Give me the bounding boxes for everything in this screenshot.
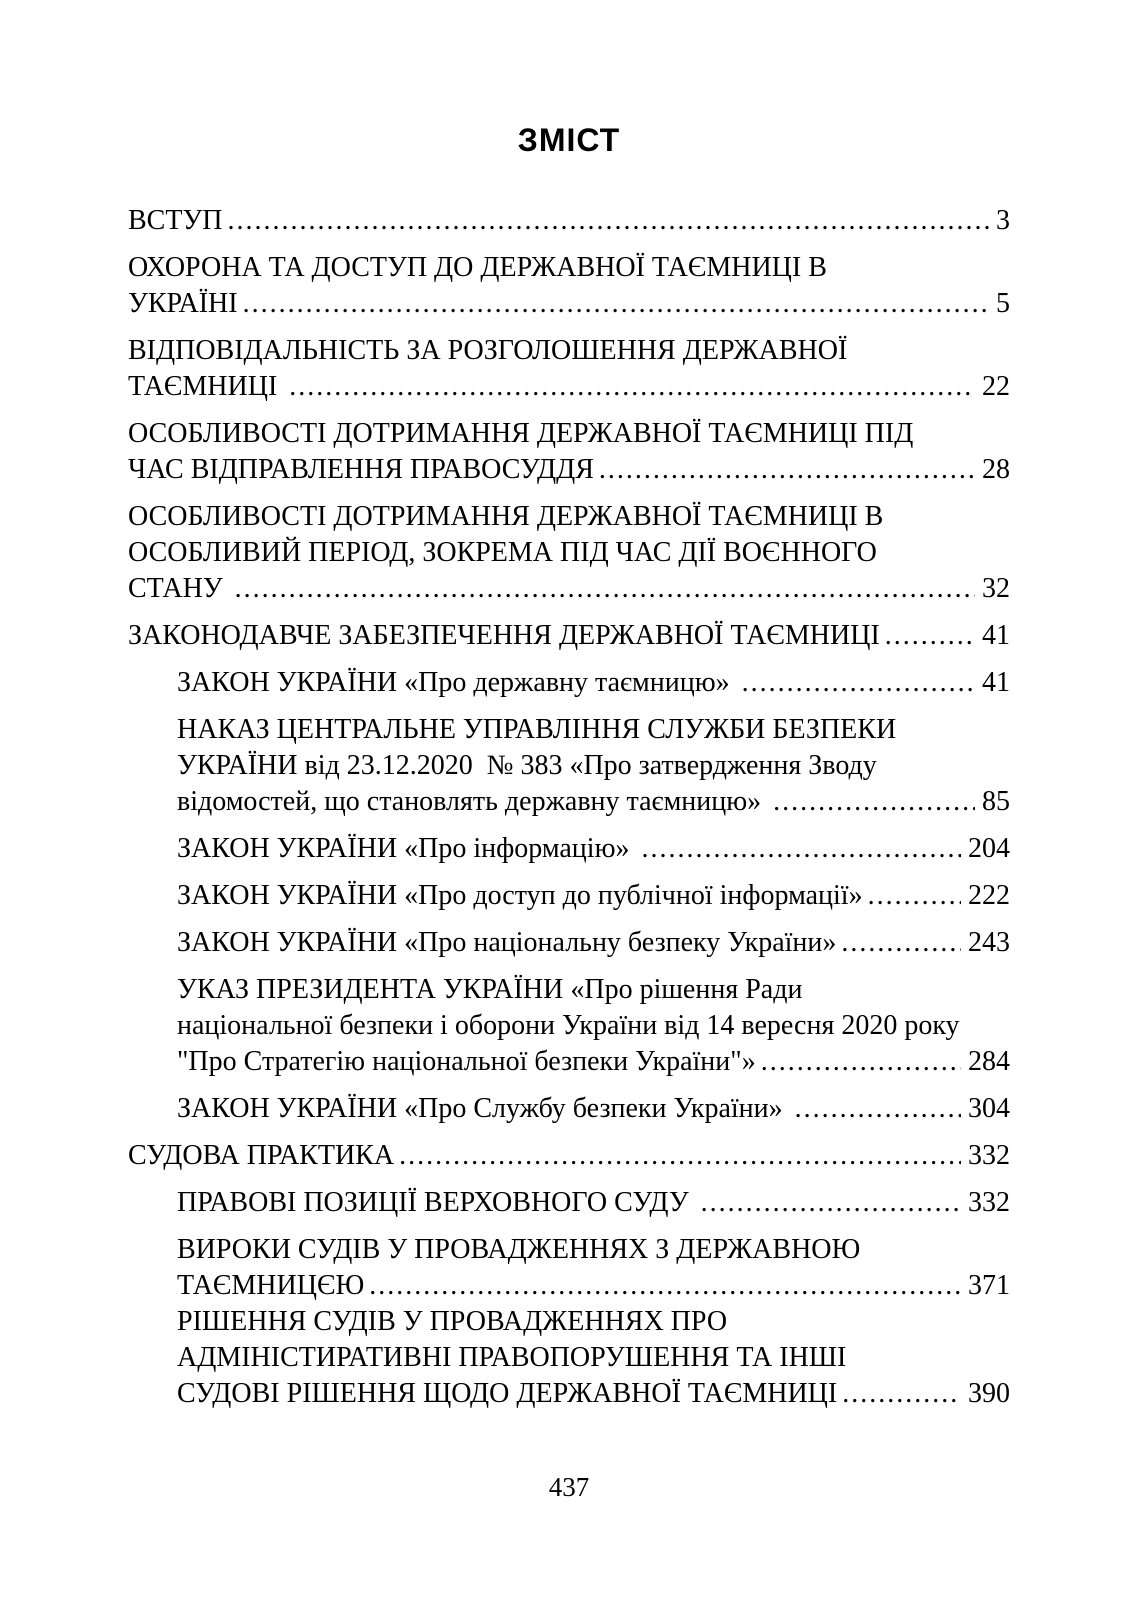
toc-entry bbox=[128, 831, 1010, 867]
toc-entry bbox=[128, 250, 1010, 322]
toc-page-number: 85 bbox=[982, 786, 1010, 817]
toc-page-number: 304 bbox=[968, 1093, 1010, 1124]
toc-entry-last-line bbox=[128, 571, 1010, 607]
toc-entry-text: ПРАВОВІ ПОЗИЦІЇ ВЕРХОВНОГО СУДУ bbox=[177, 1187, 696, 1218]
toc-entry-line: ОСОБЛИВОСТІ ДОТРИМАННЯ ДЕРЖАВНОЇ ТАЄМНИЦІ ПІД bbox=[128, 418, 914, 449]
toc-entry-line: НАКАЗ ЦЕНТРАЛЬНЕ УПРАВЛІННЯ СЛУЖБИ БЕЗПЕКИ bbox=[177, 714, 897, 745]
toc-page-number: 32 bbox=[982, 573, 1010, 604]
toc-page-number: 332 bbox=[968, 1187, 1010, 1218]
toc-entry-text: ЗАКОН УКРАЇНИ «Про Службу безпеки України» bbox=[177, 1093, 790, 1124]
toc-entry-last-line bbox=[177, 784, 1010, 820]
toc-entry-line: ВІДПОВІДАЛЬНІСТЬ ЗА РОЗГОЛОШЕННЯ ДЕРЖАВНОЇ bbox=[128, 335, 848, 366]
dot-leader bbox=[842, 1376, 961, 1412]
toc-entry-last-line bbox=[177, 1185, 1010, 1221]
toc-entry bbox=[128, 1304, 1010, 1412]
toc-entry-line: АДМІНІСТИРАТИВНІ ПРАВОПОРУШЕННЯ ТА ІНШІ bbox=[177, 1342, 847, 1373]
toc-entry-last-line bbox=[128, 618, 1010, 654]
toc-entry-last-line bbox=[128, 286, 1010, 322]
toc-entry-line: РІШЕННЯ СУДІВ У ПРОВАДЖЕННЯХ ПРО bbox=[177, 1306, 728, 1337]
dot-leader bbox=[399, 1138, 961, 1174]
toc-entry bbox=[128, 1185, 1010, 1221]
toc-entry-text: ЗАКОН УКРАЇНИ «Про інформацію» bbox=[177, 833, 637, 864]
dot-leader bbox=[841, 925, 961, 961]
toc-entry-text: УКРАЇНІ bbox=[128, 288, 238, 319]
dot-leader bbox=[369, 1268, 961, 1304]
toc-page-number: 390 bbox=[968, 1378, 1010, 1409]
toc-entry bbox=[128, 1138, 1010, 1174]
toc-entry-line: національної безпеки і оборони України від 14 вересня 2020 року bbox=[177, 1010, 960, 1041]
toc-entry-text: відомостей, що становлять державну таємницю» bbox=[177, 786, 769, 817]
toc-entry-line: ОСОБЛИВОСТІ ДОТРИМАННЯ ДЕРЖАВНОЇ ТАЄМНИЦІ В bbox=[128, 501, 884, 532]
toc-entry-text: "Про Стратегію національної безпеки України"» bbox=[177, 1046, 756, 1077]
toc-page-number: 222 bbox=[968, 880, 1010, 911]
toc-entry-text: ЗАКОН УКРАЇНИ «Про доступ до публічної інформації» bbox=[177, 880, 863, 911]
toc-entry-last-line bbox=[177, 1091, 1010, 1127]
toc-entry bbox=[128, 665, 1010, 701]
dot-leader bbox=[289, 369, 975, 405]
dot-leader bbox=[228, 203, 990, 239]
toc-entry-last-line bbox=[177, 1268, 1010, 1304]
toc-entry-line: ВИРОКИ СУДІВ У ПРОВАДЖЕННЯХ З ДЕРЖАВНОЮ bbox=[177, 1234, 861, 1265]
toc-entry-line: ОСОБЛИВИЙ ПЕРІОД, ЗОКРЕМА ПІД ЧАС ДІЇ ВОЄННОГО bbox=[128, 537, 877, 568]
toc-entry-last-line bbox=[177, 831, 1010, 867]
dot-leader bbox=[795, 1091, 961, 1127]
toc-page-number: 332 bbox=[968, 1140, 1010, 1171]
dot-leader bbox=[641, 831, 961, 867]
toc-entry-text: СУДОВІ РІШЕННЯ ЩОДО ДЕРЖАВНОЇ ТАЄМНИЦІ bbox=[177, 1378, 838, 1409]
toc-entry bbox=[128, 203, 1010, 239]
toc-entry-text: ЗАКОН УКРАЇНИ «Про державну таємницю» bbox=[177, 667, 737, 698]
toc-page-number: 22 bbox=[982, 371, 1010, 402]
toc-entry-line: УКАЗ ПРЕЗИДЕНТА УКРАЇНИ «Про рішення Ради bbox=[177, 974, 803, 1005]
toc-entry bbox=[128, 925, 1010, 961]
dot-leader bbox=[235, 571, 975, 607]
toc-page-number: 5 bbox=[996, 288, 1010, 319]
dot-leader bbox=[868, 878, 961, 914]
toc-entry bbox=[128, 499, 1010, 607]
dot-leader bbox=[773, 784, 975, 820]
toc-entry-text: ТАЄМНИЦЄЮ bbox=[177, 1270, 365, 1301]
table-of-contents bbox=[128, 203, 1010, 1412]
toc-page-number: 284 bbox=[968, 1046, 1010, 1077]
toc-entry-last-line bbox=[177, 665, 1010, 701]
toc-entry bbox=[128, 972, 1010, 1080]
toc-entry-last-line bbox=[177, 925, 1010, 961]
toc-page-number: 28 bbox=[982, 454, 1010, 485]
toc-entry-last-line bbox=[177, 878, 1010, 914]
dot-leader bbox=[761, 1044, 961, 1080]
toc-page-number: 371 bbox=[968, 1270, 1010, 1301]
toc-page-number: 41 bbox=[982, 667, 1010, 698]
toc-entry-last-line bbox=[177, 1376, 1010, 1412]
toc-entry-line: ОХОРОНА ТА ДОСТУП ДО ДЕРЖАВНОЇ ТАЄМНИЦІ В bbox=[128, 252, 827, 283]
toc-entry-last-line bbox=[128, 203, 1010, 239]
page-title: ЗМІСТ bbox=[517, 122, 621, 158]
toc-entry-last-line bbox=[128, 369, 1010, 405]
toc-entry-text: ЗАКОНОДАВЧЕ ЗАБЕЗПЕЧЕННЯ ДЕРЖАВНОЇ ТАЄМНИЦІ bbox=[128, 620, 880, 651]
toc-page-number: 41 bbox=[982, 620, 1010, 651]
toc-entry-text: СУДОВА ПРАКТИКА bbox=[128, 1140, 395, 1171]
dot-leader bbox=[599, 452, 975, 488]
toc-page-number: 3 bbox=[996, 205, 1010, 236]
page-footer-number: 437 bbox=[548, 1472, 590, 1502]
dot-leader bbox=[243, 286, 989, 322]
toc-entry bbox=[128, 712, 1010, 820]
toc-entry bbox=[128, 1232, 1010, 1304]
dot-leader bbox=[885, 618, 975, 654]
toc-entry-text: ЗАКОН УКРАЇНИ «Про національну безпеку України» bbox=[177, 927, 837, 958]
toc-entry bbox=[128, 333, 1010, 405]
toc-entry-text: ЧАС ВІДПРАВЛЕННЯ ПРАВОСУДДЯ bbox=[128, 454, 594, 485]
toc-entry-text: СТАНУ bbox=[128, 573, 230, 604]
toc-entry bbox=[128, 618, 1010, 654]
dot-leader bbox=[742, 665, 975, 701]
toc-entry-text: ВСТУП bbox=[128, 205, 223, 236]
toc-page-number: 204 bbox=[968, 833, 1010, 864]
toc-entry-last-line bbox=[128, 1138, 1010, 1174]
toc-entry-last-line bbox=[128, 452, 1010, 488]
toc-page-number: 243 bbox=[968, 927, 1010, 958]
toc-entry bbox=[128, 1091, 1010, 1127]
toc-entry-line: УКРАЇНИ від 23.12.2020 № 383 «Про затвердження Зводу bbox=[177, 750, 877, 781]
toc-entry-last-line bbox=[177, 1044, 1010, 1080]
dot-leader bbox=[701, 1185, 961, 1221]
toc-entry bbox=[128, 416, 1010, 488]
toc-entry bbox=[128, 878, 1010, 914]
toc-entry-text: ТАЄМНИЦІ bbox=[128, 371, 285, 402]
